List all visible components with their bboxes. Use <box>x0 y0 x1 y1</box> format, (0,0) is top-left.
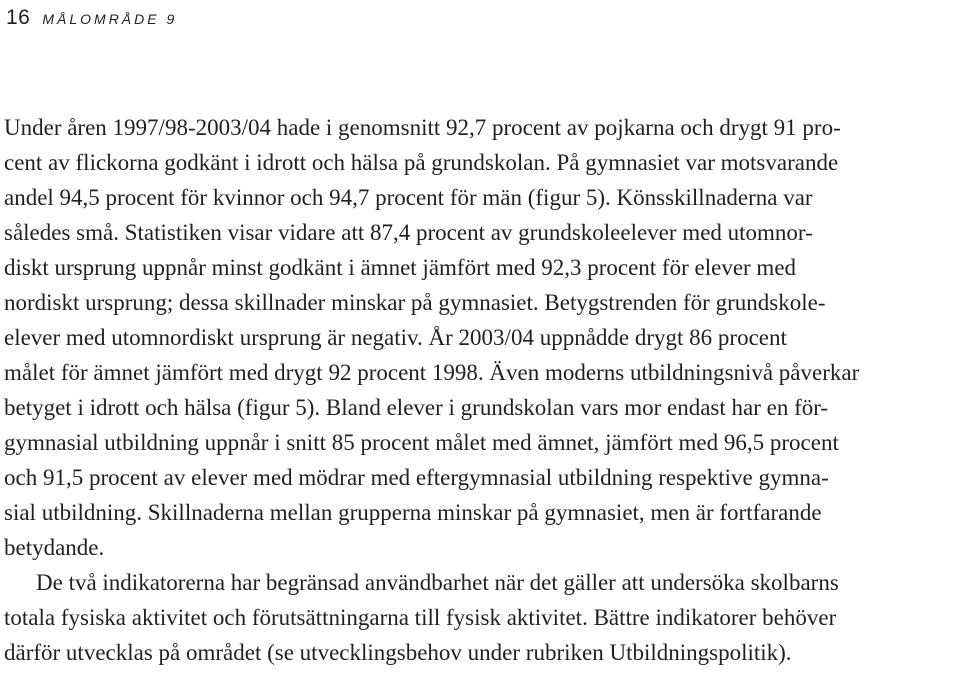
text-line: totala fysiska aktivitet och förutsättningarna till fysisk aktivitet. Bättre indikatorer behöver <box>4 605 837 630</box>
text-line: således små. Statistiken visar vidare att 87,4 procent av grundskoleelever med utomnor- <box>4 220 813 245</box>
text-line: målet för ämnet jämfört med drygt 92 procent 1998. Även moderns utbildningsnivå påverkar <box>4 360 860 385</box>
text-line: cent av flickorna godkänt i idrott och hälsa på grundskolan. På gymnasiet var motsvarande <box>4 150 839 175</box>
page-number: 16 <box>6 6 31 29</box>
text-line: Under åren 1997/98-2003/04 hade i genomsnitt 92,7 procent av pojkarna och drygt 91 pro- <box>4 115 841 140</box>
text-line: nordiskt ursprung; dessa skillnader minskar på gymnasiet. Betygstrenden för grundskole- <box>4 290 826 315</box>
text-line: sial utbildning. Skillnaderna mellan grupperna minskar på gymnasiet, men är fortfarande <box>4 500 822 525</box>
text-line: och 91,5 procent av elever med mödrar med eftergymnasial utbildning respektive gymna- <box>4 465 829 490</box>
text-line: därför utvecklas på området (se utvecklingsbehov under rubriken Utbildningspolitik). <box>4 640 792 665</box>
text-line: elever med utomnordiskt ursprung är negativ. År 2003/04 uppnådde drygt 86 procent <box>4 325 787 350</box>
text-line: diskt ursprung uppnår minst godkänt i ämnet jämfört med 92,3 procent för elever med <box>4 255 797 280</box>
text-line: gymnasial utbildning uppnår i snitt 85 procent målet med ämnet, jämfört med 96,5 procent <box>4 430 839 455</box>
text-line: De två indikatorerna har begränsad användbarhet när det gäller att undersöka skolbarns <box>36 570 839 595</box>
section-label: MÅLOMRÅDE 9 <box>42 11 178 27</box>
text-line: betydande. <box>4 535 105 560</box>
text-line: andel 94,5 procent för kvinnor och 94,7 procent för män (figur 5). Könsskillnaderna var <box>4 185 813 210</box>
page-header <box>6 6 177 34</box>
text-line: betyget i idrott och hälsa (figur 5). Bland elever i grundskolan vars mor endast har en för- <box>4 395 829 420</box>
